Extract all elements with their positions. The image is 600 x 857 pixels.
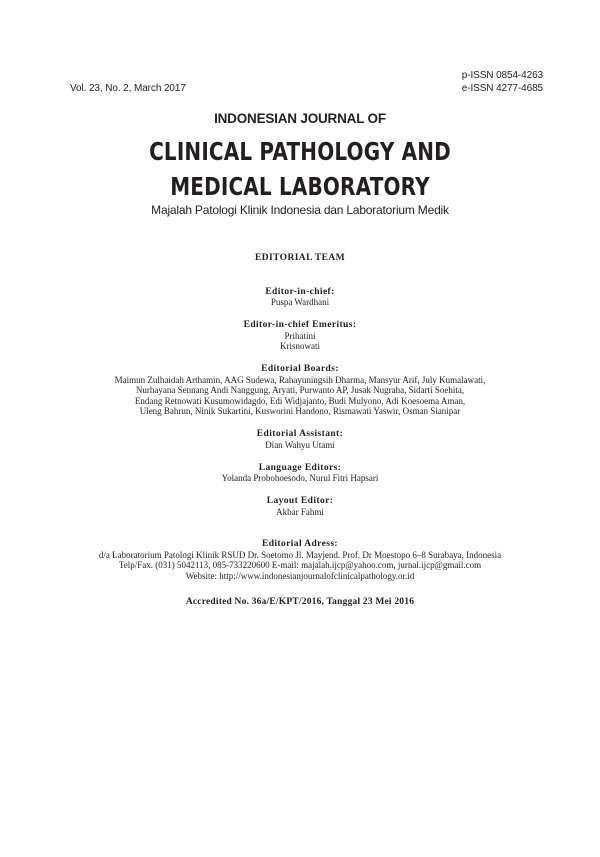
p-issn: p-ISSN 0854-4263: [461, 70, 543, 81]
issn-block: [462, 69, 543, 95]
editorial-boards-line: Maimun Zulhaidah Arthamin, AAG Sudewa, Rahayuningsih Dharma, Mansyur Arif, July Kumalawati,: [114, 374, 486, 385]
editorial-boards-line: Endang Retnowati Kusumowidagdo, Edi Widjajanto, Budi Mulyono, Adi Koesoema Aman,: [134, 395, 466, 406]
layout-editor-name: Akbar Fahmi: [276, 506, 324, 517]
journal-title-line-2: MEDICAL LABORATORY: [170, 172, 430, 201]
journal-prefix: INDONESIAN JOURNAL OF: [214, 111, 386, 126]
editorial-address-line: Website: http://www.indonesianjournalofclinicalpathology.or.id: [185, 570, 415, 581]
editor-in-chief-name: Puspa Wardhani: [270, 297, 330, 307]
editorial-address-block: [40, 539, 560, 581]
editorial-boards-line: Uleng Bahrun, Ninik Sukartini, Kusworini Handono, Rismawati Yaswir, Osman Sianipar: [139, 406, 461, 416]
editor-in-chief-heading: Editor-in-chief:: [265, 286, 335, 297]
journal-title-line-1: CLINICAL PATHOLOGY AND: [149, 137, 451, 166]
editorial-team-title: EDITORIAL TEAM: [255, 253, 345, 263]
volume-info: Vol. 23, No. 2, March 2017: [70, 83, 186, 94]
editor-emeritus-heading: Editor-in-chief Emeritus:: [243, 320, 357, 330]
journal-subtitle: Majalah Patologi Klinik Indonesia dan Laboratorium Medik: [151, 203, 449, 217]
e-issn: e-ISSN 4277-4685: [461, 83, 543, 94]
editor-emeritus-name: Krisnowati: [280, 341, 320, 351]
accreditation-note: Accredited No. 36a/E/KPT/2016, Tanggal 23 Mei 2016: [185, 597, 415, 607]
editor-emeritus-name: Prihatini: [284, 330, 316, 341]
language-editors-names: Yolanda Probohoesodo, Nurul Fitri Hapsari: [221, 473, 379, 483]
language-editors-heading: Language Editors:: [258, 462, 342, 473]
editorial-assistant-name: Dian Wahyu Utami: [265, 439, 335, 450]
editor-emeritus-block: [40, 320, 560, 352]
editorial-address-line: Telp/Fax. (031) 5042113, 085-733220600 E-mail: majalah.ijcp@yahoo.com, jurnal.ijcp@gmail.com: [118, 560, 482, 570]
layout-editor-heading: Layout Editor:: [266, 496, 334, 506]
editorial-boards-block: [40, 364, 560, 417]
editorial-address-heading: Editorial Adress:: [261, 539, 339, 549]
editorial-assistant-block: [40, 429, 560, 450]
editorial-address-line: d/a Laboratorium Patologi Klinik RSUD Dr. Soetomo Jl. Mayjend. Prof. Dr Moestopo 6–8 Surabaya, Indonesia: [98, 549, 502, 560]
editorial-boards-line: Nurhayana Sennang Andi Nanggung, Aryati, Purwanto AP, Jusak Nugraha, Sidarti Soehita,: [135, 385, 465, 395]
editorial-assistant-heading: Editorial Assistant:: [256, 429, 344, 439]
layout-editor-block: [40, 496, 560, 517]
editorial-team-section: [40, 253, 560, 608]
editorial-boards-heading: Editorial Boards:: [261, 364, 339, 374]
editor-in-chief-block: [40, 287, 560, 308]
language-editors-block: [40, 463, 560, 484]
